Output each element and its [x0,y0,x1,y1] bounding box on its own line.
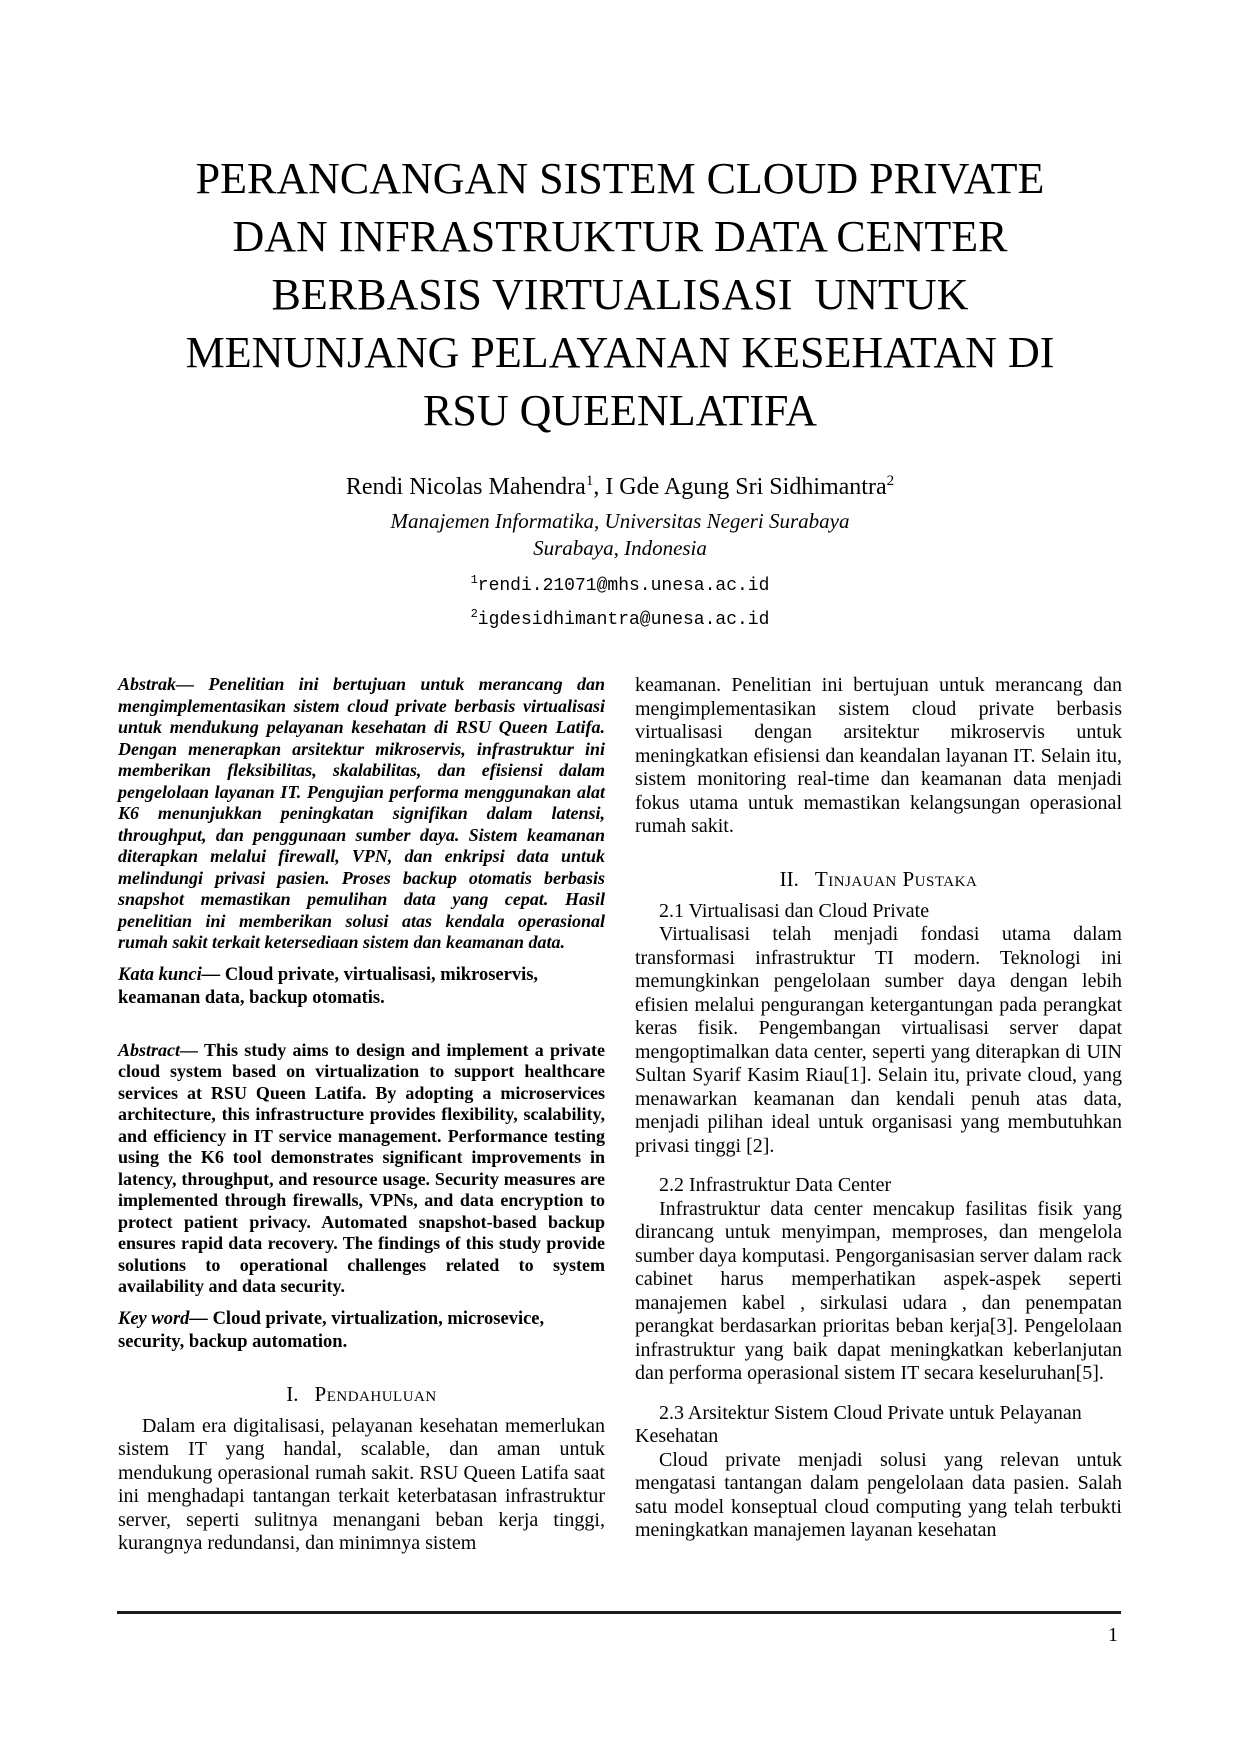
introduction-continuation-paragraph: keamanan. Penelitian ini bertujuan untuk merancang dan mengimplementasikan sistem cloud private berbasis virtualisasi dengan arsitektur mikroservis untuk meningkatkan efisiensi dan keandalan layanan IT. Selain itu, sistem monitoring real-time dan keamanan data menjadi fokus utama untuk memastikan kelangsungan operasional rumah sakit. [635,674,1122,837]
section-2-number: II. [779,866,799,891]
keywords-indonesian-label: Kata kunci— [118,964,221,985]
email-superscript-2: 2 [470,607,478,621]
keywords-english [118,1308,605,1354]
abstract-english-text: This study aims to design and implement a private cloud system based on virtualization to support healthcare services at RSU Queen Latifa. By adopting a microservices architecture, this infrastructure provides flexibility, scalability, and efficiency in IT service management. Performance testing using the K6 tool demonstrates significant improvements in latency, throughput, and resource usage. Security measures are implemented through firewalls, VPNs, and data encryption to protect patient privacy. Automated snapshot-based backup ensures rapid data recovery. The findings of this study provide solutions to operational challenges related to system availability and data security. [118,1039,605,1296]
abstract-indonesian-text: Penelitian ini bertujuan untuk merancang dan mengimplementasikan sistem cloud private berbasis virtualisasi untuk mendukung pelayanan kesehatan di RSU Queen Latifa. Dengan menerapkan arsitektur mikroservis, infrastruktur ini memberikan fleksibilitas, skalabilitas, dan efisiensi dalam pengelolaan layanan IT. Pengujian performa menggunakan alat K6 menunjukkan peningkatan signifikan dalam latensi, throughput, dan penggunaan sumber daya. Sistem keamanan diterapkan melalui firewall, VPN, dan enkripsi data untuk melindungi privasi pasien. Proses backup otomatis berbasis snapshot memastikan pemulihan data yang cepat. Hasil penelitian ini memberikan solusi atas kendala operasional rumah sakit terkait ketersediaan sistem dan keamanan data. [118,674,605,952]
section-1-number: I. [286,1381,299,1406]
abstract-indonesian-label: Abstrak— [118,674,195,694]
title-line-3: BERBASIS VIRTUALISASI UNTUK [271,270,969,319]
introduction-paragraph: Dalam era digitalisasi, pelayanan kesehatan memerlukan sistem IT yang handal, scalable, dan aman untuk mendukung operasional rumah sakit. RSU Queen Latifa saat ini menghadapi tantangan terkait keterbatasan infrastruktur server, seperti sulitnya menangani beban kerja tinggi, kurangnya redundansi, dan minimnya sistem [118,1414,605,1554]
right-column [635,674,1122,1556]
authors-line [118,466,1122,502]
abstract-indonesian [118,674,605,954]
page-number: 1 [1108,1624,1118,1646]
author-affiliation-mark-2: 2 [886,473,895,489]
author-name-1: Rendi Nicolas Mahendra [345,474,586,500]
abstract-english [118,1040,605,1298]
title-line-4: MENUNJANG PELAYANAN KESEHATAN DI [185,328,1055,377]
title-line-5: RSU QUEENLATIFA [423,386,817,435]
keywords-indonesian [118,964,605,1010]
author-email-2 [118,600,1122,634]
subsection-2-1-heading: 2.1 Virtualisasi dan Cloud Private [659,899,930,922]
paper-title [118,150,1122,440]
left-column [118,674,605,1556]
section-heading-tinjauan-pustaka [635,867,1122,892]
keywords-english-label: Key word— [118,1308,208,1329]
two-column-body [118,674,1122,1556]
title-line-1: PERANCANGAN SISTEM CLOUD PRIVATE [195,154,1045,203]
subsection-2-3-heading: 2.3 Arsitektur Sistem Cloud Private untuk Pelayanan Kesehatan [635,1401,1082,1447]
author-name-2: I Gde Agung Sri Sidhimantra [605,474,887,500]
affiliation-block [118,508,1122,562]
email-superscript-1: 1 [470,573,478,587]
emails-block [118,566,1122,634]
author-email-1 [118,566,1122,600]
affiliation-department: Manajemen Informatika, Universitas Negeri Surabaya [390,509,850,533]
affiliation-city: Surabaya, Indonesia [533,536,707,560]
title-line-2: DAN INFRASTRUKTUR DATA CENTER [232,212,1008,261]
subsection-2-2-heading: 2.2 Infrastruktur Data Center [659,1174,892,1196]
email-address-2: igdesidhimantra@unesa.ac.id [477,610,770,630]
subsection-2-1-paragraph: Virtualisasi telah menjadi fondasi utama dalam transformasi infrastruktur TI modern. Teknologi ini memungkinkan pengelolaan sumber daya dengan lebih efisien melalui pengurangan ketergantungan pada perangkat keras fisik. Pengembangan virtualisasi server dapat mengoptimalkan data center, seperti yang diterapkan di UIN Sultan Syarif Kasim Riau[1]. Selain itu, private cloud, yang menawarkan keamanan dan kendali penuh atas data, menjadi pilihan ideal untuk organisasi yang membutuhkan privasi tinggi [2]. [635,923,1122,1157]
section-1-title: Pendahuluan [314,1381,437,1406]
authors-separator: , [593,474,606,500]
author-affiliation-mark-1: 1 [585,473,594,489]
section-heading-pendahuluan [118,1382,605,1407]
subsection-2-3-paragraph: Cloud private menjadi solusi yang relevan untuk mengatasi tantangan dalam pengelolaan data pasien. Salah satu model konseptual cloud computing yang telah terbukti meningkatkan manajemen layanan kesehatan [635,1448,1122,1541]
abstract-english-label: Abstract— [118,1039,199,1060]
footer-divider [117,1611,1121,1614]
subsection-2-2-paragraph: Infrastruktur data center mencakup fasilitas fisik yang dirancang untuk menyimpan, memproses, dan mengelola sumber daya komputasi. Pengorganisasian server dalam rack cabinet harus memperhatikan aspek-aspek seperti manajemen kabel , sirkulasi udara , dan penempatan perangkat berdasarkan prioritas beban kerja[3]. Pengelolaan infrastruktur yang baik dapat meningkatkan keberlanjutan dan performa operasional sistem IT secara keseluruhan[5]. [635,1197,1122,1384]
keywords-indonesian-text: Cloud private, virtualisasi, mikroservis, keamanan data, backup otomatis. [118,964,539,1008]
section-2-title: Tinjauan Pustaka [814,866,978,891]
keywords-english-text: Cloud private, virtualization, microsevice, security, backup automation. [118,1308,545,1352]
email-address-1: rendi.21071@mhs.unesa.ac.id [477,576,770,596]
